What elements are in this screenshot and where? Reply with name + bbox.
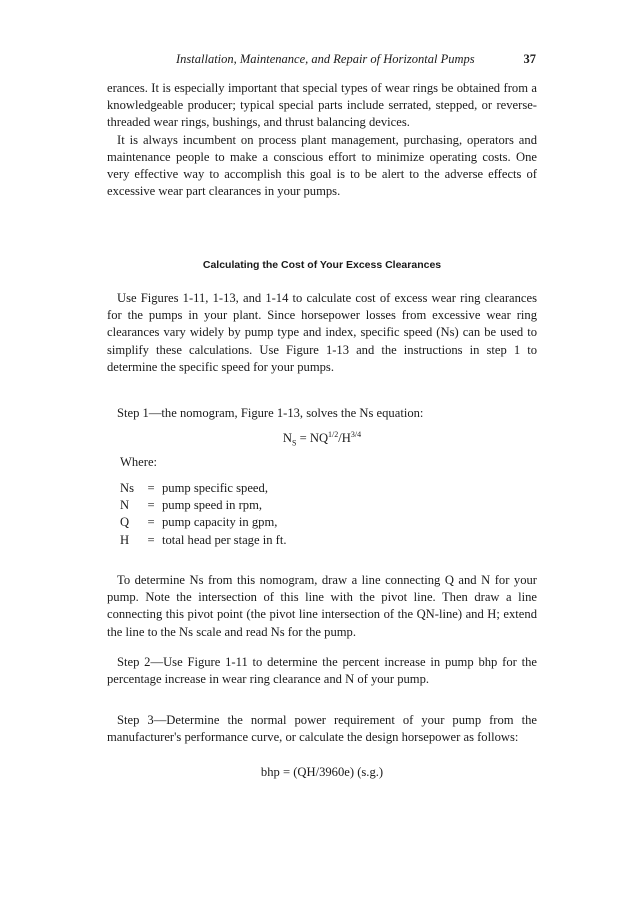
header-title: Installation, Maintenance, and Repair of Horizontal Pumps — [176, 52, 475, 66]
running-header — [176, 52, 536, 67]
definition-row: H = total head per stage in ft. — [120, 532, 287, 547]
section-paragraph-1: Use Figures 1-11, 1-13, and 1-14 to calculate cost of excess wear ring clearances for the pumps in your plant. Since horsepower losses from excessive wear ring clearances vary widely by pump type and index, specific speed (Ns) can be used to simplify these calculations. Use Figure 1-13 and the instructions in step 1 to determine the specific speed for your pumps. — [107, 291, 537, 374]
definition-row: N = pump speed in rpm, — [120, 498, 263, 513]
intro-paragraph-1: erances. It is especially important that special types of wear rings be obtained from a knowledgeable producer; typical special parts include serrated, stepped, or reverse-threaded wear rings, bushings, and thrust balancing devices. — [107, 81, 537, 130]
intro-text — [107, 80, 537, 200]
section-heading: Calculating the Cost of Your Excess Clearances — [202, 259, 442, 271]
bhp-equation: bhp = (QH/3960e) (s.g.) — [260, 765, 384, 779]
page-number: 37 — [523, 52, 536, 66]
where-label: Where: — [120, 455, 158, 469]
definition-list — [120, 480, 287, 549]
definition-row: Ns = pump specific speed, — [120, 481, 268, 495]
specific-speed-equation: $N_S = NQ^{1/2}/H^{3/4}$ — [282, 430, 362, 448]
nomogram-paragraph: To determine Ns from this nomogram, draw a line connecting Q and N for your pump. Note the intersection of this line with the pivot line. Then draw a line connecting this pivot point (the pivot line intersection of the QN-line) and H; extend the line to the Ns scale and read Ns for the pump. — [107, 573, 537, 639]
definition-row: Q = pump capacity in gpm, — [120, 515, 278, 530]
step-2-text: Step 2—Use Figure 1-11 to determine the percent increase in pump bhp for the percentage increase in wear ring clearance and N of your pump. — [107, 655, 537, 687]
step-1-text: Step 1—the nomogram, Figure 1-13, solves the Ns equation: — [117, 406, 424, 420]
intro-paragraph-2: It is always incumbent on process plant management, purchasing, operators and maintenance people to make a conscious effort to minimize operating costs. One very effective way to accomplish this goal is to be alert to the adverse effects of excessive wear part clearances in your pumps. — [107, 132, 537, 199]
step-3-text: Step 3—Determine the normal power requirement of your pump from the manufacturer's performance curve, or calculate the design horsepower as follows: — [107, 713, 537, 745]
